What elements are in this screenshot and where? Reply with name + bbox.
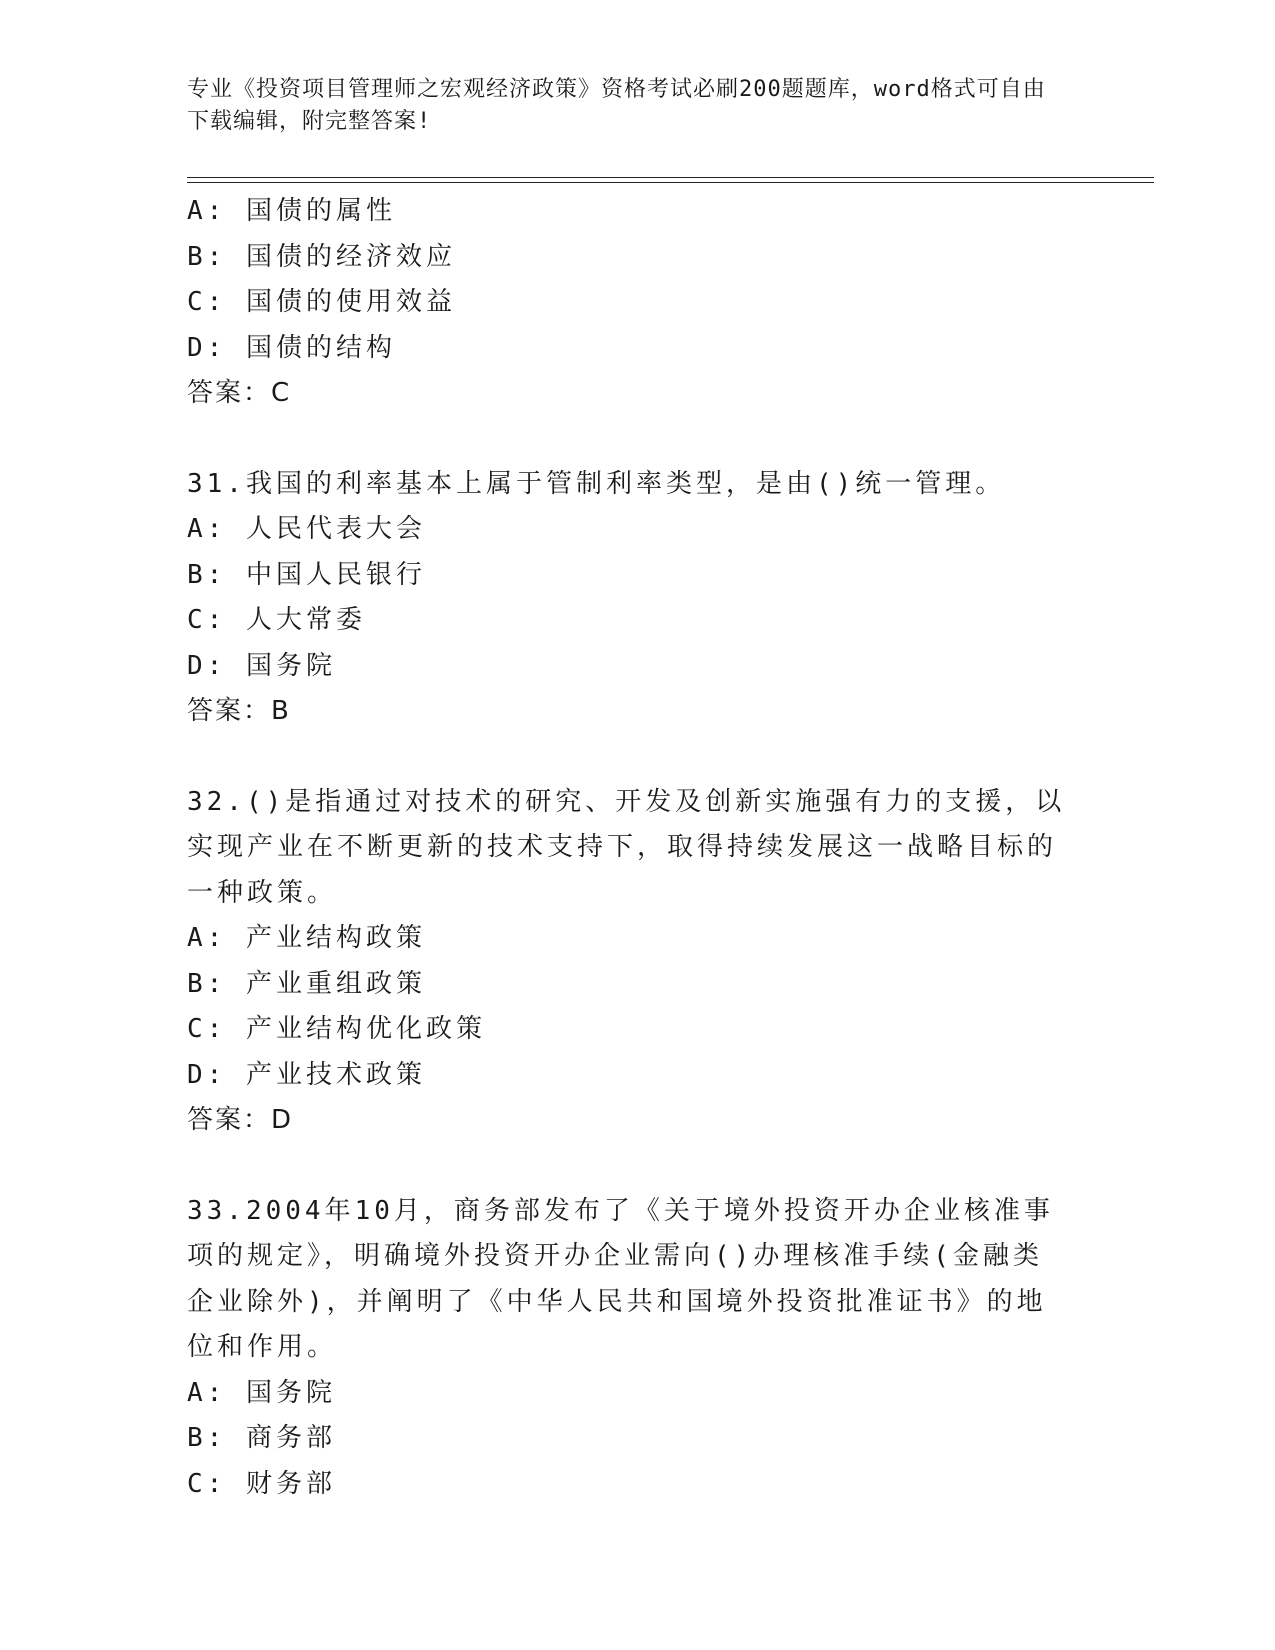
question-list — [187, 189, 1087, 1507]
option-d: D: 国务院 — [187, 650, 336, 681]
option-b: B: 商务部 — [187, 1423, 336, 1453]
question-block — [187, 462, 1087, 735]
document-header: 专业《投资项目管理师之宏观经济政策》资格考试必刷200题题库，word格式可自由下载编辑，附完整答案! — [187, 77, 1046, 134]
option-a: A: 产业结构政策 — [187, 923, 426, 953]
answer-line: 答案：D — [187, 1105, 294, 1135]
answer-line: 答案：C — [187, 378, 292, 408]
option-c: C: 财务部 — [187, 1468, 336, 1499]
question-block — [187, 189, 1087, 417]
option-a: A: 国债的属性 — [187, 196, 396, 226]
question-text: 33.2004年10月，商务部发布了《关于境外投资开办企业核准事项的规定》，明确境外投资开办企业需向()办理核准手续(金融类企业除外)，并阐明了《中华人民共和国境外投资批准证书》的地位和作用。 — [187, 1195, 1054, 1362]
block-spacer — [187, 735, 1087, 780]
block-spacer — [187, 417, 1087, 462]
question-text: 31.我国的利率基本上属于管制利率类型，是由()统一管理。 — [187, 468, 1006, 499]
option-c: C: 产业结构优化政策 — [187, 1014, 486, 1044]
header-rule-bottom — [187, 182, 1154, 183]
answer-line: 答案：B — [187, 696, 291, 726]
question-text: 32.()是指通过对技术的研究、开发及创新实施强有力的支援，以实现产业在不断更新的技术支持下，取得持续发展这一战略目标的一种政策。 — [187, 786, 1066, 908]
option-b: B: 产业重组政策 — [187, 968, 426, 999]
option-a: A: 国务院 — [187, 1377, 336, 1408]
question-block — [187, 1189, 1087, 1508]
header-rule-top — [187, 177, 1154, 178]
option-c: C: 国债的使用效益 — [187, 287, 456, 317]
option-b: B: 国债的经济效应 — [187, 241, 456, 272]
block-spacer — [187, 1144, 1087, 1189]
option-c: C: 人大常委 — [187, 605, 366, 635]
option-d: D: 国债的结构 — [187, 332, 396, 363]
option-a: A: 人民代表大会 — [187, 514, 426, 544]
option-b: B: 中国人民银行 — [187, 559, 426, 590]
option-d: D: 产业技术政策 — [187, 1059, 426, 1090]
question-block — [187, 780, 1087, 1144]
